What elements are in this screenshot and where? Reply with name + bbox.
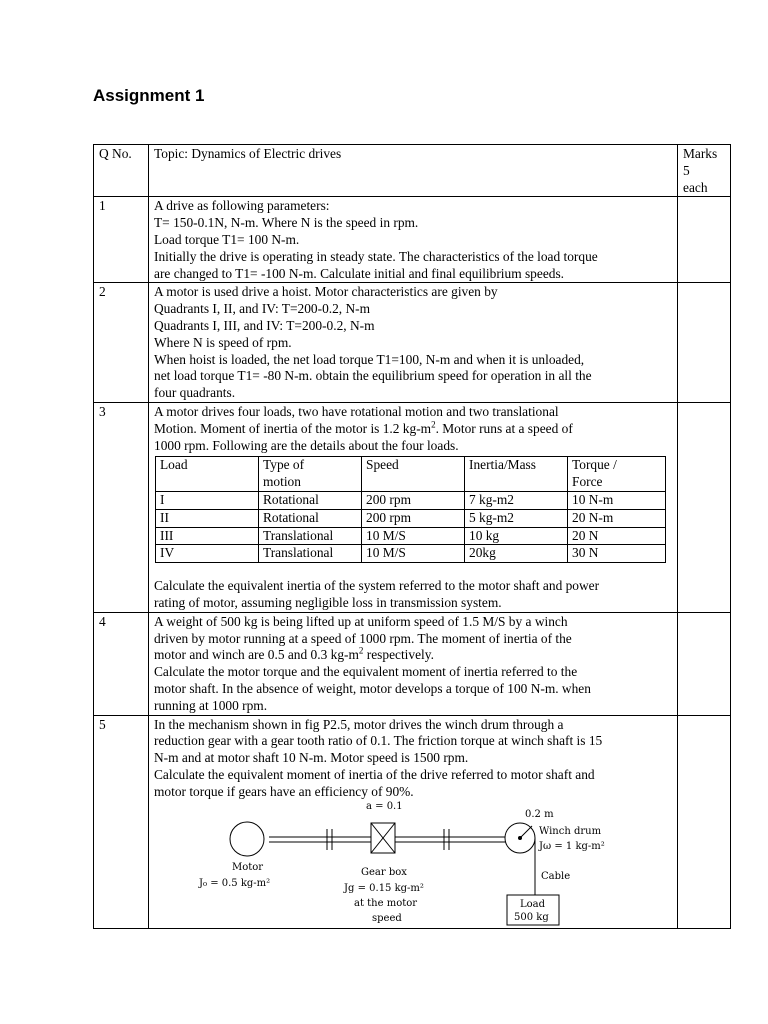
gearbox-note: speed (372, 913, 402, 925)
load-cell: 10 kg (465, 527, 568, 545)
question-line: T= 150-0.1N, N-m. Where N is the speed in rpm. (154, 215, 419, 231)
question-line: driven by motor running at a speed of 1000 rpm. The moment of inertia of the (154, 630, 572, 646)
question-number: 5 (94, 715, 149, 929)
load-cell: 200 rpm (362, 509, 465, 527)
load-header-cell: Type of motion (259, 457, 362, 492)
question-line (154, 647, 672, 664)
question-fragment: Motion. Moment of inertia of the motor is 1.2 kg-m (154, 420, 432, 436)
load-cell: Translational (259, 527, 362, 545)
question-number: 2 (94, 283, 149, 403)
question-line (154, 421, 672, 438)
question-line: Quadrants I, III, and IV: T=200-0.2, N-m (154, 317, 375, 333)
question-fragment: motor and winch are 0.5 and 0.3 kg-m (154, 647, 359, 663)
page-title: Assignment 1 (93, 86, 205, 105)
question-line: Initially the drive is operating in steady state. The characteristics of the load torque (154, 248, 598, 264)
load-header-cell: Inertia/Mass (465, 457, 568, 492)
question-line: A drive as following parameters: (154, 198, 330, 214)
load-cell: 20kg (465, 545, 568, 563)
load-cell: 20 N (568, 527, 666, 545)
question-row (94, 283, 731, 403)
question-line: Calculate the equivalent inertia of the system referred to the motor shaft and power (154, 578, 600, 594)
question-text (149, 197, 678, 283)
gearbox-note: at the motor (354, 898, 418, 910)
superscript: 2 (358, 645, 364, 656)
gearbox-inertia-label: Jg = 0.15 kg-m² (344, 883, 424, 895)
question-line: are changed to T1= -100 N-m. Calculate initial and final equilibrium speeds. (154, 265, 565, 281)
mechanism-diagram (154, 800, 672, 928)
gear-ratio-label: a = 0.1 (366, 801, 403, 813)
question-text (149, 612, 678, 715)
question-number: 1 (94, 197, 149, 283)
question-line: When hoist is loaded, the net load torque T1=100, N-m and when it is unloaded, (154, 351, 585, 367)
question-line: A motor drives four loads, two have rotational motion and two translational (154, 403, 559, 419)
question-line: Load torque T1= 100 N-m. (154, 231, 300, 247)
load-cell: IV (156, 545, 259, 563)
motor-inertia-label: J₀ = 0.5 kg-m² (199, 878, 271, 890)
header-row (94, 145, 731, 197)
question-line: reduction gear with a gear tooth ratio of 0.1. The friction torque at winch shaft is 15 (154, 733, 603, 749)
load-header-cell: Torque / Force (568, 457, 666, 492)
marks-each: each (683, 179, 708, 195)
marks-label: Marks (683, 146, 718, 161)
question-row (94, 402, 731, 612)
radius-label: 0.2 m (525, 809, 554, 821)
question-line: rating of motor, assuming negligible loss in transmission system. (154, 594, 502, 610)
question-line: A motor is used drive a hoist. Motor characteristics are given by (154, 284, 498, 300)
winch-drum-label: Winch drum (539, 826, 602, 838)
question-line: 1000 rpm. Following are the details about the four loads. (154, 437, 459, 453)
load-cell: III (156, 527, 259, 545)
load-cell: 10 M/S (362, 527, 465, 545)
load-header-cell: Load (156, 457, 259, 492)
marks-cell (678, 715, 731, 929)
q-no-header: Q No. (94, 145, 149, 197)
load-cell: 5 kg-m2 (465, 509, 568, 527)
load-cell: 20 N-m (568, 509, 666, 527)
load-cell: 7 kg-m2 (465, 491, 568, 509)
load-table (155, 456, 666, 563)
question-text (149, 283, 678, 403)
load-table-row (156, 491, 666, 509)
topic-header: Topic: Dynamics of Electric drives (149, 145, 678, 197)
marks-cell (678, 402, 731, 612)
question-line: running at 1000 rpm. (154, 697, 268, 713)
marks-cell (678, 612, 731, 715)
question-line: In the mechanism shown in fig P2.5, motor drives the winch drum through a (154, 716, 564, 732)
question-line: Where N is speed of rpm. (154, 334, 292, 350)
load-table-header-row (156, 457, 666, 492)
question-row (94, 715, 731, 929)
load-cell: Rotational (259, 509, 362, 527)
load-cell: Rotational (259, 491, 362, 509)
question-text (149, 402, 678, 612)
question-row (94, 612, 731, 715)
question-row (94, 197, 731, 283)
question-line: four quadrants. (154, 385, 236, 401)
motor-circle (230, 822, 264, 856)
marks-cell (678, 197, 731, 283)
load-cell: 200 rpm (362, 491, 465, 509)
question-fragment: . Motor runs at a speed of (435, 420, 573, 436)
question-fragment: respectively. (363, 647, 434, 663)
load-cell: 10 N-m (568, 491, 666, 509)
load-cell: 10 M/S (362, 545, 465, 563)
load-table-row (156, 545, 666, 563)
load-cell: I (156, 491, 259, 509)
question-line: Quadrants I, II, and IV: T=200-0.2, N-m (154, 301, 371, 317)
motor-label: Motor (232, 862, 264, 874)
assignment-table (93, 144, 731, 929)
question-line: Calculate the equivalent moment of inertia of the drive referred to motor shaft and (154, 766, 595, 782)
question-line: A weight of 500 kg is being lifted up at uniform speed of 1.5 M/S by a winch (154, 613, 568, 629)
load-table-row (156, 527, 666, 545)
load-cell: 30 N (568, 545, 666, 563)
mechanism-figure (194, 800, 624, 928)
question-line: motor torque if gears have an efficiency of 90%. (154, 783, 414, 799)
question-text (149, 715, 678, 929)
cable-label: Cable (541, 871, 571, 883)
marks-header (678, 145, 731, 197)
load-label: Load (520, 899, 546, 911)
load-header-cell: Speed (362, 457, 465, 492)
question-line: N-m and at motor shaft 10 N-m. Motor speed is 1500 rpm. (154, 750, 469, 766)
question-line: Calculate the motor torque and the equivalent moment of inertia referred to the (154, 664, 578, 680)
question-line: net load torque T1= -80 N-m. obtain the equilibrium speed for operation in all the (154, 368, 592, 384)
question-number: 4 (94, 612, 149, 715)
marks-value: 5 (683, 162, 690, 178)
load-cell: II (156, 509, 259, 527)
load-cell: Translational (259, 545, 362, 563)
marks-cell (678, 283, 731, 403)
load-mass-label: 500 kg (514, 912, 549, 924)
superscript: 2 (431, 419, 436, 430)
gearbox-label: Gear box (361, 867, 407, 879)
winch-inertia-label: Jω = 1 kg-m² (539, 841, 605, 853)
question-number: 3 (94, 402, 149, 612)
question-line: motor shaft. In the absence of weight, motor develops a torque of 100 N-m. when (154, 680, 591, 696)
load-table-row (156, 509, 666, 527)
